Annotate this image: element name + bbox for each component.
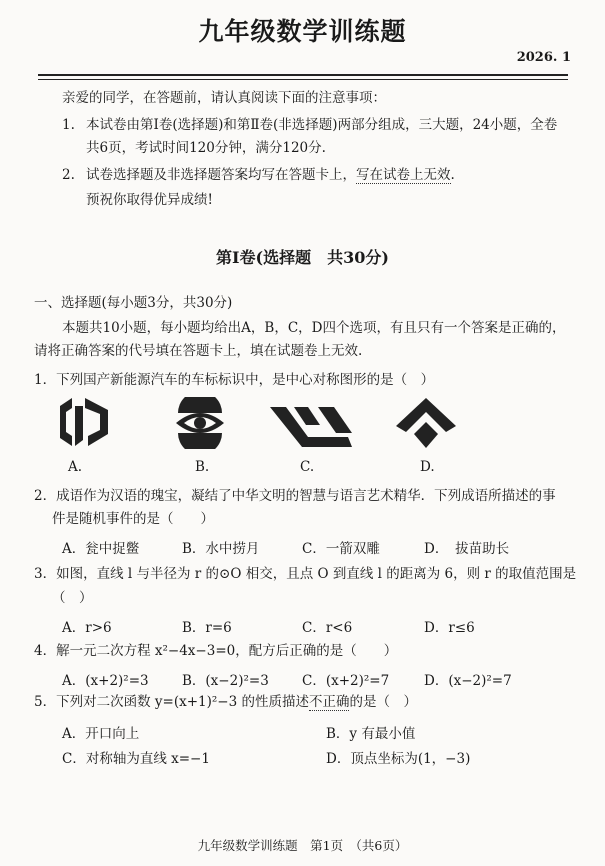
q1-label-d: D. <box>420 459 435 475</box>
q3-option-c: C．r<6 <box>302 620 353 636</box>
q3-option-a: A．r>6 <box>62 620 112 636</box>
q5-option-b: B．y 有最小值 <box>326 726 416 742</box>
q2-option-c: C．一箭双雕 <box>302 541 380 557</box>
part1-heading: 一、选择题(每小题3分，共30分) <box>34 295 233 311</box>
q3-stem-line1: 3．如图，直线 l 与半径为 r 的⊙O 相交，且点 O 到直线 l 的距离为 6，则 r 的取值范围是 <box>34 566 577 582</box>
q4-stem: 4．解一元二次方程 x²−4x−3=0，配方后正确的是（ ） <box>34 643 398 659</box>
exam-date: 2026. 1 <box>516 50 571 65</box>
q4-option-a: A．(x+2)²=3 <box>62 673 149 689</box>
q2-option-a: A．瓮中捉鳖 <box>62 541 140 557</box>
header-rule-thin <box>38 79 568 80</box>
page-title: 九年级数学训练题 <box>198 17 407 46</box>
notice-item1-num: 1. <box>62 117 75 133</box>
q3-option-b: B．r=6 <box>182 620 232 636</box>
emphasis-invalid: 写在试卷上无效 <box>356 167 451 183</box>
notice-intro: 亲爱的同学，在答题前，请认真阅读下面的注意事项： <box>62 90 386 106</box>
q2-stem-line2: 件是随机事件的是（ ） <box>52 511 214 527</box>
header-rule-thick <box>38 74 568 76</box>
chevron-diamond-logo-icon <box>396 396 456 450</box>
part1-desc-line1: 本题共10小题，每小题均给出A，B，C，D四个选项，有且只有一个答案是正确的， <box>62 320 566 336</box>
notice-item1-line1: 本试卷由第Ⅰ卷(选择题)和第Ⅱ卷(非选择题)两部分组成，三大题，24小题，全卷 <box>86 117 558 133</box>
q1-label-a: A. <box>68 459 83 475</box>
q4-option-c: C．(x+2)²=7 <box>302 673 390 689</box>
stripe-l-logo-icon <box>268 403 352 449</box>
q5-stem: 5．下列对二次函数 y=(x+1)²−3 的性质描述不正确的是（ ） <box>34 694 417 710</box>
q3-option-d: D．r≤6 <box>424 620 475 636</box>
emphasis-incorrect: 不正确 <box>308 694 350 710</box>
notice-item2-num: 2. <box>62 167 75 183</box>
notice-blessing: 预祝你取得优异成绩! <box>86 192 213 208</box>
q1-stem: 1．下列国产新能源汽车的车标标识中，是中心对称图形的是（ ） <box>34 372 435 388</box>
eye-circle-logo-icon <box>172 397 228 449</box>
q2-stem-line1: 2．成语作为汉语的瑰宝，凝结了中华文明的智慧与语言艺术精华．下列成语所描述的事 <box>34 488 556 504</box>
q1-label-c: C. <box>300 459 315 475</box>
page-footer: 九年级数学训练题 第1页 （共6页） <box>197 838 408 853</box>
part1-desc-line2: 请将正确答案的代号填在答题卡上，填在试题卷上无效. <box>34 343 363 359</box>
q5-option-a: A．开口向上 <box>62 726 140 742</box>
lynk-logo-icon <box>58 396 110 448</box>
notice-item1-line2: 共6页，考试时间120分钟，满分120分. <box>86 140 326 156</box>
section-title: 第Ⅰ卷(选择题 共30分) <box>216 248 389 267</box>
q2-option-b: B．水中捞月 <box>182 541 260 557</box>
q4-option-b: B．(x−2)²=3 <box>182 673 269 689</box>
q5-option-d: D．顶点坐标为(1，−3) <box>326 751 471 767</box>
q3-stem-line2: （ ） <box>52 590 93 606</box>
q1-label-b: B. <box>195 459 210 475</box>
q4-option-d: D．(x−2)²=7 <box>424 673 512 689</box>
notice-item2-line1: 试卷选择题及非选择题答案均写在答题卡上，写在试卷上无效. <box>86 167 455 183</box>
q2-option-d: D． 拔苗助长 <box>424 541 510 557</box>
q5-option-c: C．对称轴为直线 x=−1 <box>62 751 210 767</box>
